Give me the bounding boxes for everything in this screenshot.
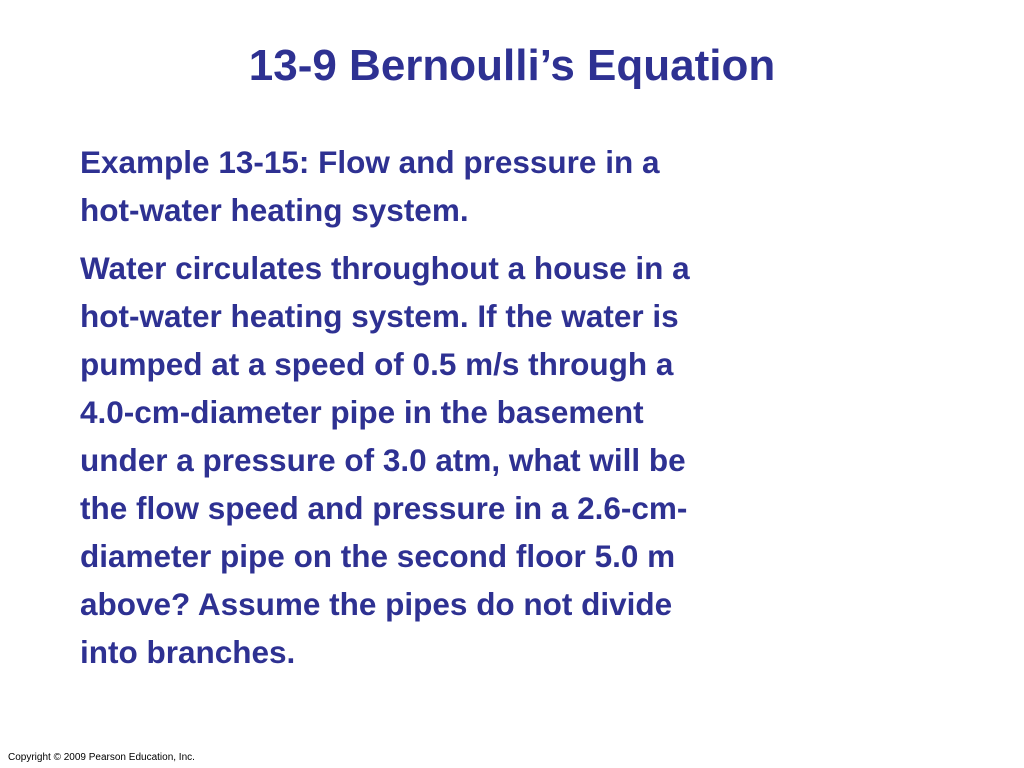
problem-line: the flow speed and pressure in a 2.6-cm- [80, 490, 688, 526]
copyright-notice: Copyright © 2009 Pearson Education, Inc. [8, 752, 195, 763]
slide-body [80, 138, 880, 676]
problem-line: diameter pipe on the second floor 5.0 m [80, 538, 676, 574]
example-heading-line: Example 13-15: Flow and pressure in a [80, 144, 660, 180]
slide-title: 13-9 Bernoulli’s Equation [248, 41, 776, 90]
paragraph-spacer [80, 234, 880, 244]
problem-line: under a pressure of 3.0 atm, what will be [80, 442, 686, 478]
problem-line: 4.0-cm-diameter pipe in the basement [80, 394, 644, 430]
problem-statement [80, 244, 880, 676]
problem-line: into branches. [80, 634, 296, 670]
problem-line: above? Assume the pipes do not divide [80, 586, 673, 622]
example-heading-line: hot-water heating system. [80, 192, 469, 228]
problem-line: hot-water heating system. If the water is [80, 298, 679, 334]
example-heading [80, 138, 880, 234]
problem-line: Water circulates throughout a house in a [80, 250, 690, 286]
problem-line: pumped at a speed of 0.5 m/s through a [80, 346, 674, 382]
